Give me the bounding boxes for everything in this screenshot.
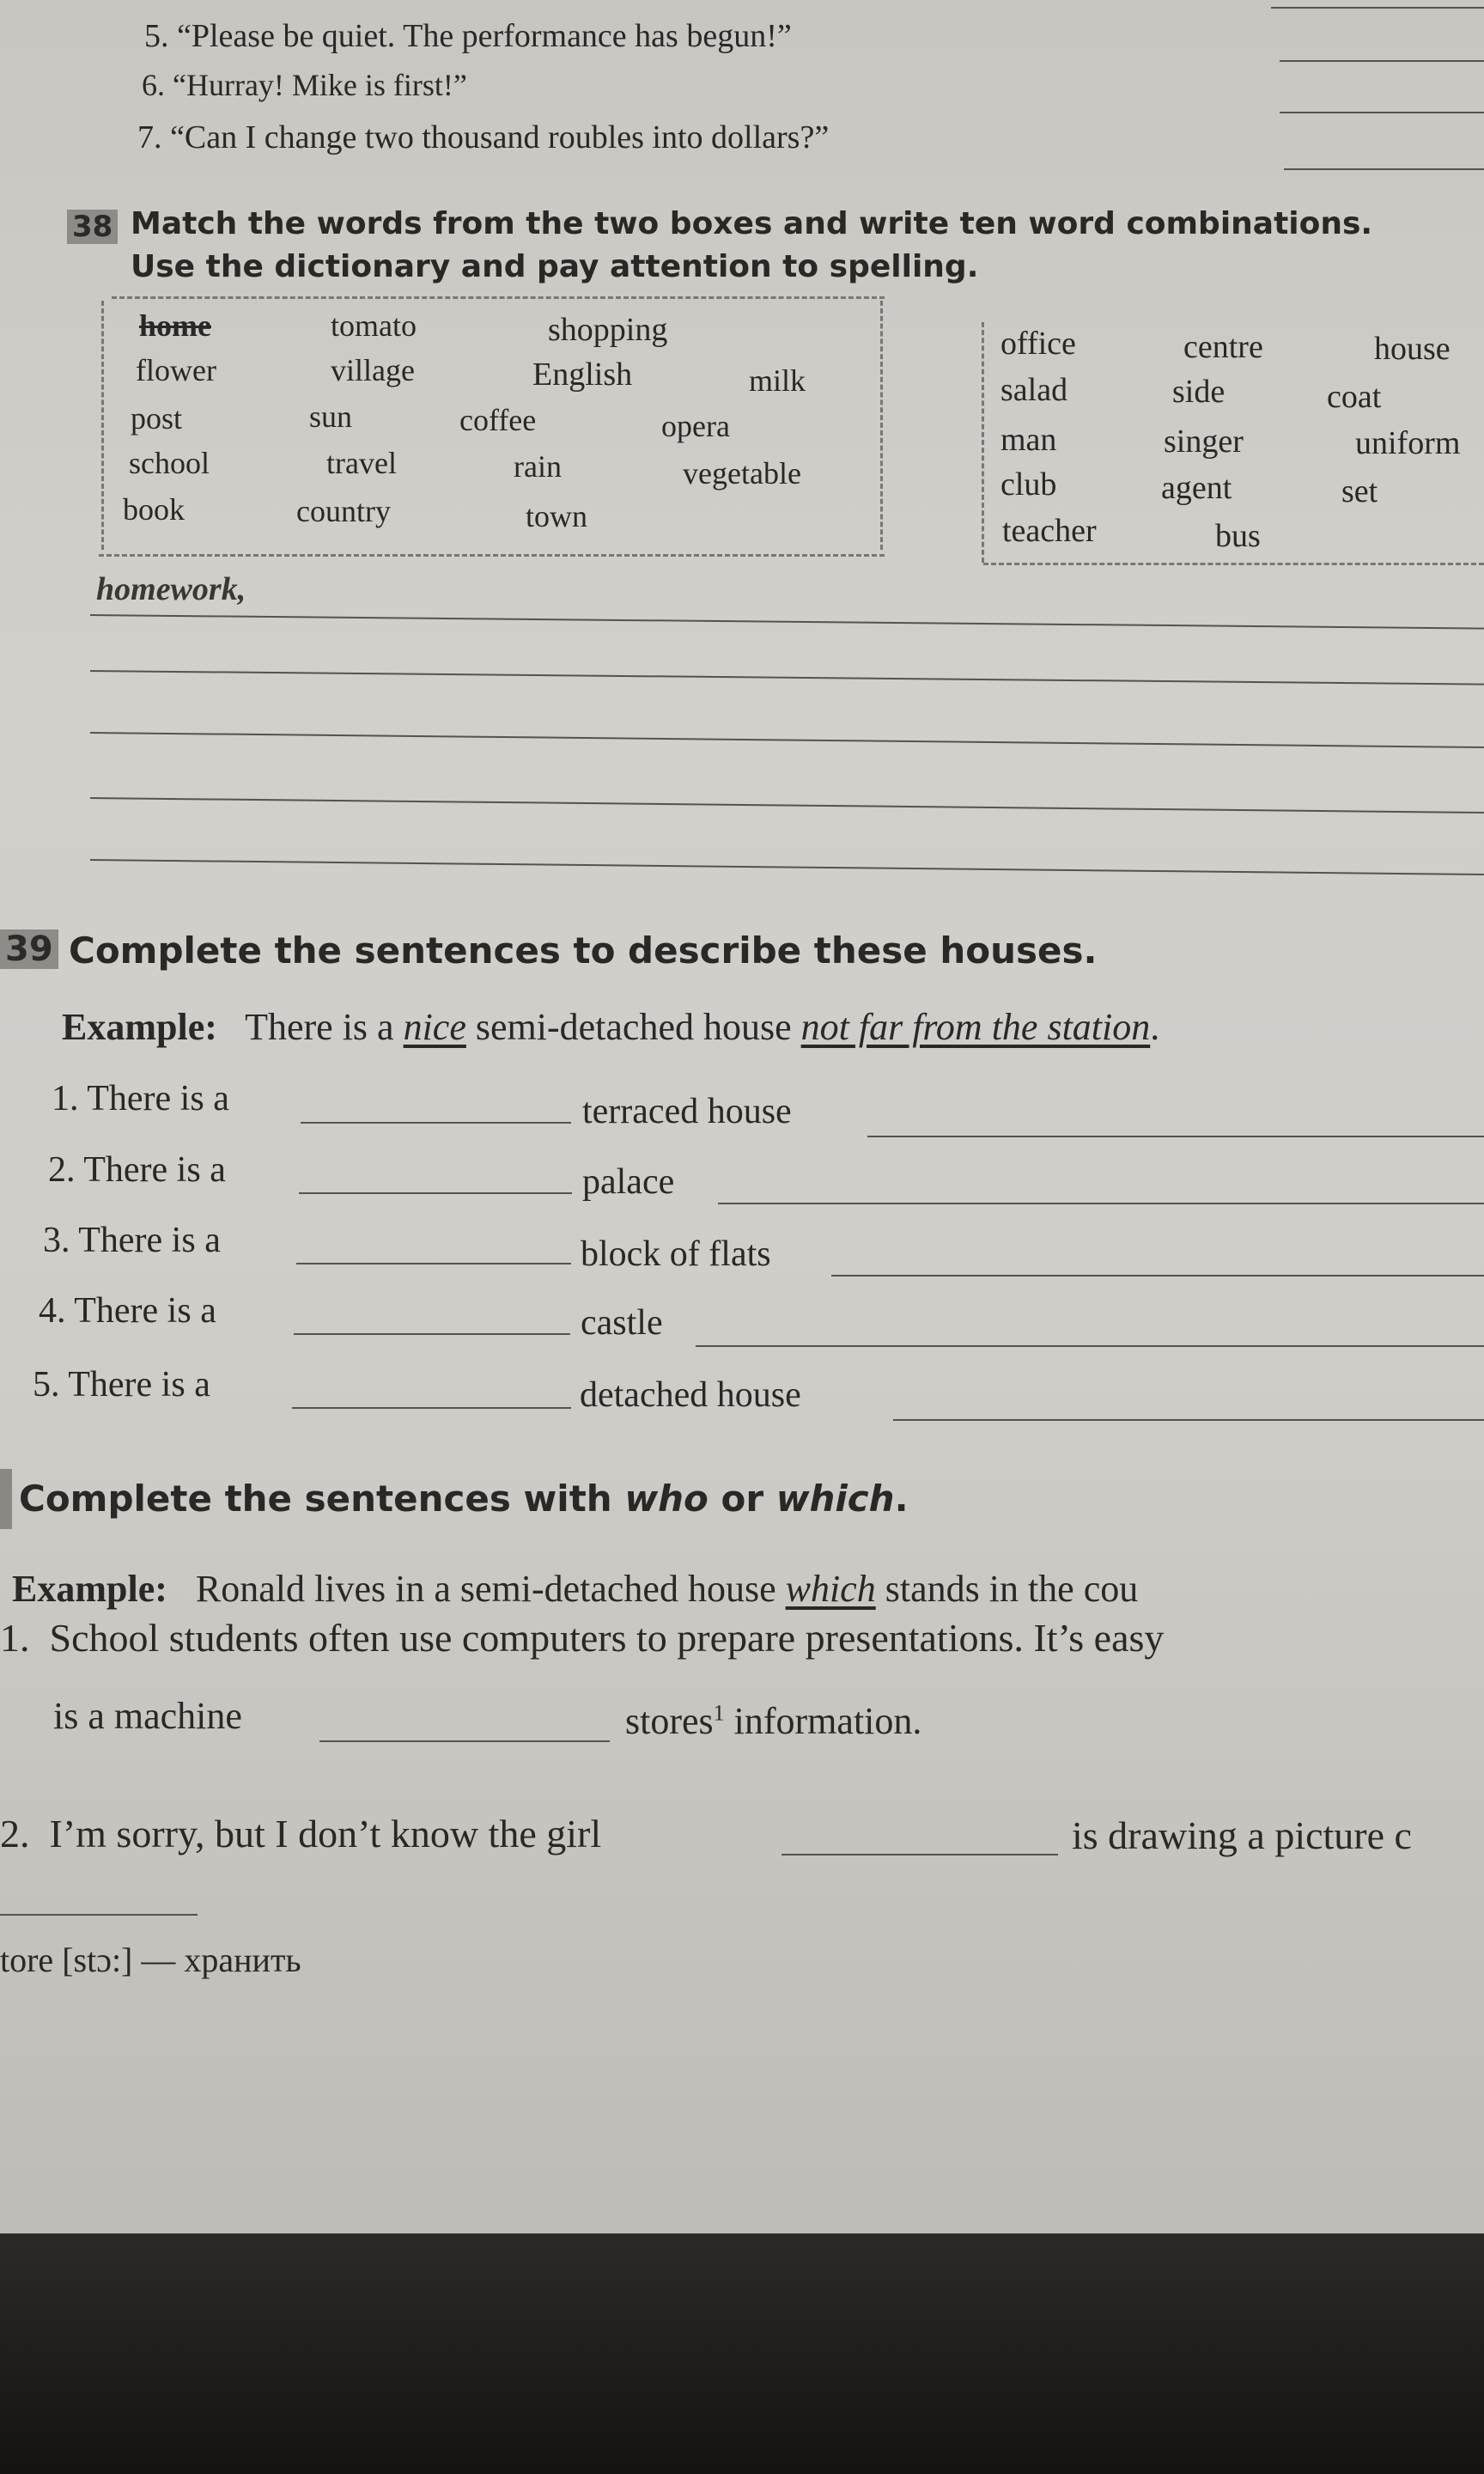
- word: teacher: [1002, 513, 1097, 549]
- word: coffee: [459, 403, 537, 437]
- exercise-instruction: Complete the sentences to describe these houses.: [69, 929, 1098, 972]
- exercise-item: 1. School students often use computers to prepare presentations. It’s easy: [0, 1616, 1165, 1660]
- exercise-number: 39: [0, 929, 58, 969]
- answer-line: [867, 1136, 1484, 1137]
- answer-line: [696, 1345, 1484, 1347]
- exercise-item-noun: palace: [582, 1162, 675, 1202]
- answer-line: [782, 1854, 1058, 1855]
- answer-line: [319, 1740, 610, 1742]
- word: club: [1000, 466, 1057, 503]
- exercise-item-cont: is drawing a picture c: [1072, 1813, 1412, 1857]
- word: house: [1374, 331, 1451, 367]
- exercise-instruction: Match the words from the two boxes and write ten word combinations.: [131, 206, 1373, 241]
- answer-line: [1271, 7, 1484, 9]
- word: salad: [1000, 372, 1068, 408]
- word: village: [331, 353, 415, 387]
- word: opera: [661, 409, 730, 443]
- answer-line: [1280, 112, 1484, 113]
- answer-line: [301, 1122, 571, 1124]
- word: singer: [1164, 424, 1244, 460]
- word: tomato: [331, 308, 417, 343]
- word: uniform: [1355, 425, 1461, 461]
- answer-line: [1280, 60, 1484, 62]
- answer-line: [831, 1275, 1484, 1277]
- word: English: [532, 356, 633, 393]
- word: school: [129, 446, 210, 480]
- exercise-item: 4. There is a: [39, 1291, 216, 1331]
- word: country: [296, 494, 391, 528]
- exercise-item: 2. There is a: [48, 1150, 226, 1190]
- word: bus: [1215, 518, 1261, 554]
- answer-line: [299, 1192, 572, 1194]
- word: vegetable: [683, 456, 801, 491]
- exercise-item: 5. There is a: [33, 1365, 210, 1405]
- answer-example: homework,: [96, 571, 246, 607]
- footnote: tore [stɔ:] — хранить: [0, 1941, 301, 1979]
- word: flower: [136, 353, 216, 387]
- exercise-item-noun: castle: [581, 1303, 663, 1343]
- answer-line: [90, 732, 1484, 748]
- exercise-item-cont: stores$^1$ information.: [625, 1700, 922, 1742]
- answer-line: [718, 1203, 1484, 1204]
- exercise-instruction: Complete the sentences with who or which.: [19, 1478, 909, 1520]
- top-item-5: 5. “Please be quiet. The performance has begun!”: [144, 18, 792, 54]
- answer-line: [90, 614, 1484, 630]
- exercise-item-cont: is a machine: [53, 1695, 242, 1737]
- background-surface: [0, 2233, 1484, 2474]
- answer-line: [90, 670, 1484, 686]
- top-item-7: 7. “Can I change two thousand roubles into dollars?”: [137, 119, 830, 155]
- word: milk: [749, 363, 806, 398]
- example-sentence: Example: Ronald lives in a semi-detached house which stands in the cou: [12, 1568, 1139, 1610]
- word: book: [123, 492, 185, 527]
- exercise-item: 1. There is a: [52, 1079, 229, 1118]
- word: shopping: [548, 312, 668, 348]
- answer-line: [893, 1419, 1484, 1421]
- word: sun: [309, 399, 353, 434]
- exercise-item-noun: detached house: [580, 1375, 801, 1415]
- exercise-number: 38: [67, 210, 118, 244]
- word: side: [1172, 374, 1226, 410]
- word: office: [1000, 326, 1076, 362]
- word: travel: [326, 446, 397, 480]
- answer-line: [292, 1407, 571, 1409]
- top-item-6: 6. “Hurray! Mike is first!”: [142, 68, 467, 102]
- word: set: [1341, 473, 1378, 509]
- exercise-item-noun: block of flats: [581, 1234, 771, 1274]
- word: agent: [1161, 470, 1232, 506]
- word: home: [139, 308, 211, 343]
- word: rain: [514, 449, 562, 484]
- word: man: [1000, 422, 1057, 458]
- word: centre: [1183, 329, 1263, 365]
- word: coat: [1327, 379, 1382, 415]
- answer-line: [294, 1333, 570, 1335]
- example-sentence: Example: There is a nice semi-detached house not far from the station.: [62, 1006, 1160, 1048]
- word: post: [131, 401, 183, 436]
- answer-line: [296, 1263, 571, 1264]
- answer-line: [90, 797, 1484, 813]
- exercise-item: 2. I’m sorry, but I don’t know the girl: [0, 1812, 602, 1855]
- footnote-divider: [0, 1914, 198, 1916]
- exercise-item: 3. There is a: [43, 1221, 221, 1260]
- exercise-instruction: Use the dictionary and pay attention to spelling.: [131, 249, 979, 284]
- exercise-item-noun: terraced house: [582, 1092, 792, 1131]
- exercise-number-badge: [0, 1469, 12, 1529]
- word: town: [526, 499, 587, 533]
- answer-line: [90, 859, 1484, 875]
- answer-line: [1284, 168, 1484, 170]
